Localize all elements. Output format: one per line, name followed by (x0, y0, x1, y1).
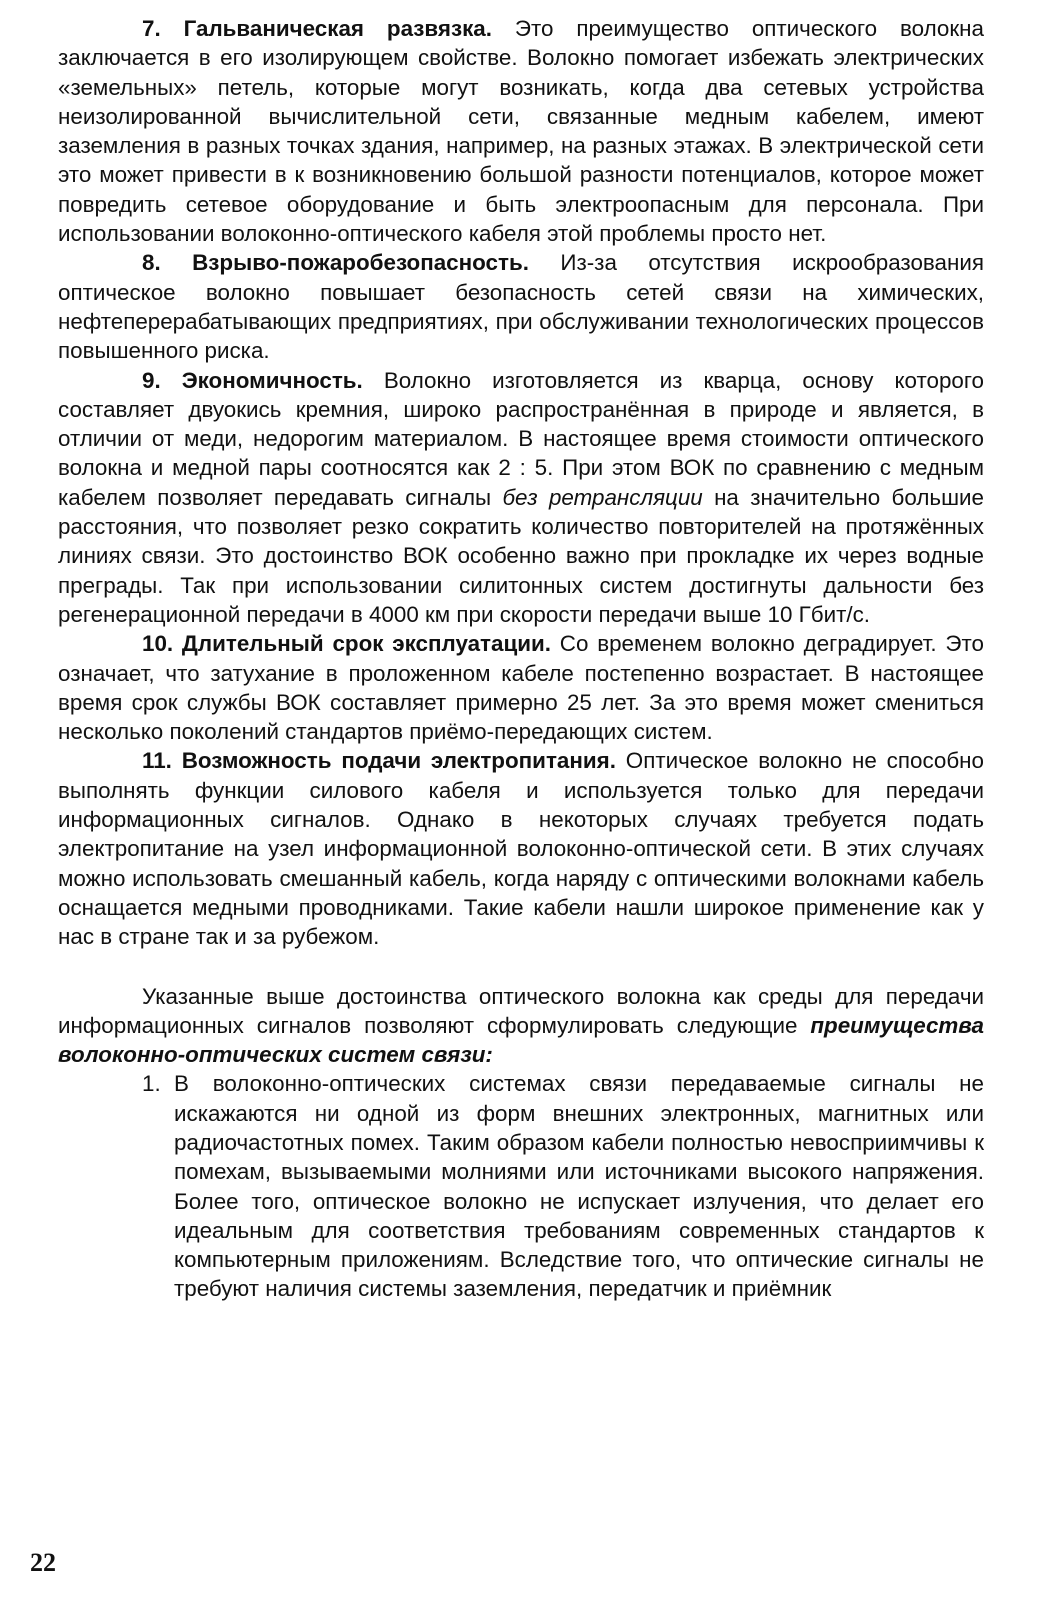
list-item (142, 1069, 984, 1303)
paragraph-text: Это преимущество оптического волокна заключается в его изолирующем свойстве. Волокно помогает избежать электрических «земельных» петель, которые могут возникать, когда два сетевых устройства неизолированной вычислительной сети, связанные медным кабелем, имеют заземления в разных точках здания, например, на разных этажах. В электрической сети это может привести в к возникновению большой разности потенциалов, которое может повредить сетевое оборудование и быть электроопасным для персонала. При использовании волоконно-оптического кабеля этой проблемы просто нет. (58, 16, 984, 247)
list-item-text: В волоконно-оптических системах связи передаваемые сигналы не искажаются ни одной из форм внешних электронных, магнитных или радиочастотных помех. Таким образом кабели полностью невосприимчивы к помехам, вызываемыми молниями или источниками высокого напряжения. Более того, оптическое волокно не испускает излучения, что делает его идеальным для соответствия требованиям современных стандартов к компьютерным приложениям. Вследствие того, что оптические сигналы не требуют наличия системы заземления, передатчик и приёмник (174, 1071, 984, 1302)
page-number: 22 (30, 1548, 56, 1577)
paragraph-explosion-safety (58, 248, 984, 365)
summary-emphasis: преимущества волоконно-оптических систем связи: (58, 1012, 984, 1068)
paragraph-text: Из-за отсутствия искрообразования оптическое волокно повышает безопасность сетей связи на химических, нефтеперерабатывающих предприятиях, при обслуживании технологических процессов повышенного риска. (58, 250, 984, 364)
paragraph-galvanic-isolation (58, 14, 984, 248)
document-page (58, 14, 984, 1304)
paragraph-power-supply (58, 746, 984, 951)
section-heading: 10. Длительный срок эксплуатации. (142, 631, 551, 657)
paragraph-economy (58, 366, 984, 630)
section-heading: 11. Возможность подачи электропитания. (142, 748, 616, 774)
paragraph-service-life (58, 629, 984, 746)
summary-text: Указанные выше достоинства оптического волокна как среды для передачи информационных сигналов позволяют сформулировать следующие (58, 983, 984, 1038)
section-heading: 7. Гальваническая развязка. (142, 16, 492, 41)
paragraph-text: Волокно изготовляется из кварца, основу которого составляет двуокись кремния, широко распространённая в природе и является, в отличии от меди, недорогим материалом. В настоящее время стоимости оптического волокна и медной пары соотносятся как 2 : 5. При этом ВОК по сравнению с медным кабелем позволяет передавать сигналы (58, 367, 984, 510)
italic-phrase: без ретрансляции (502, 484, 703, 510)
paragraph-text-continued: на значительно большие расстояния, что позволяет резко сократить количество повторителей на протяжённых линиях связи. Это достоинство ВОК особенно важно при прокладке их через водные преграды. Так при использовании силитонных систем достигнуты дальности без регенерационной передачи в 4000 км при скорости передачи выше 10 Гбит/с. (58, 484, 984, 627)
summary-paragraph (58, 982, 984, 1070)
paragraph-gap (58, 952, 984, 982)
paragraph-text: Оптическое волокно не способно выполнять функции силового кабеля и используется только для передачи информационных сигналов. Однако в некоторых случаях требуется подать электропитание на узел информационной волоконно-оптической сети. В этих случаях можно использовать смешанный кабель, когда наряду с оптическими волокнами кабель оснащается медными проводниками. Такие кабели нашли широкое применение как у нас в стране так и за рубежом. (58, 748, 984, 950)
list-item-number: 1. (142, 1071, 161, 1097)
section-heading: 8. Взрыво-пожаробезопасность. (142, 250, 529, 276)
paragraph-text: Со временем волокно деградирует. Это означает, что затухание в проложенном кабеле постепенно возрастает. В настоящее время срок службы ВОК составляет примерно 25 лет. За это время может смениться несколько поколений стандартов приёмо-передающих систем. (58, 631, 984, 745)
section-heading: 9. Экономичность. (142, 367, 363, 393)
